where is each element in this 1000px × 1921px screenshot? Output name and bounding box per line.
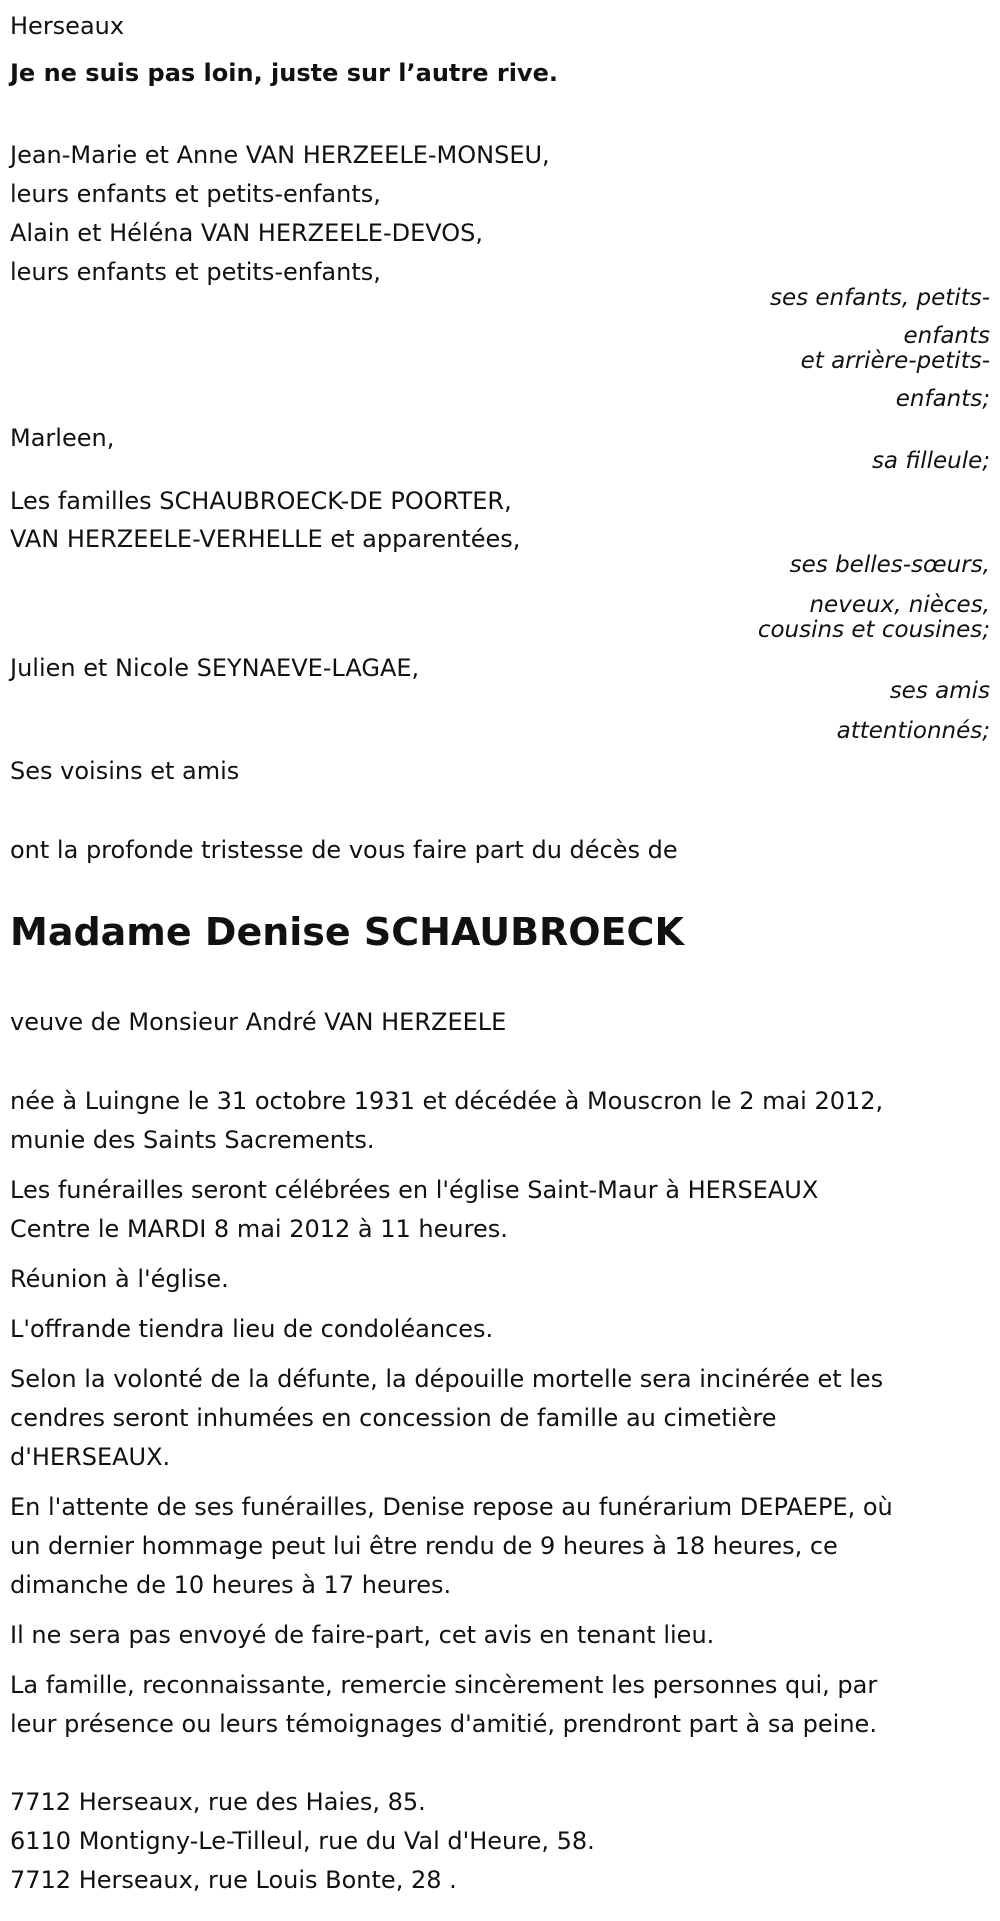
detail-line: L'offrande tiendra lieu de condoléances. [10, 1315, 494, 1343]
relation-label: neveux, nièces, [809, 592, 990, 618]
family-line: leurs enfants et petits-enfants, [10, 180, 381, 208]
family-line: VAN HERZEELE-VERHELLE et apparentées, [10, 525, 521, 553]
detail-line: Selon la volonté de la défunte, la dépouille mortelle sera incinérée et les [10, 1365, 884, 1393]
relation-label: ses amis [889, 678, 990, 704]
family-line: Les familles SCHAUBROECK-DE POORTER, [10, 487, 512, 515]
detail-line: En l'attente de ses funérailles, Denise repose au funérarium DEPAEPE, où [10, 1493, 893, 1521]
relation-label: enfants; [895, 386, 990, 412]
detail-line: Centre le MARDI 8 mai 2012 à 11 heures. [10, 1215, 508, 1243]
detail-line: Réunion à l'église. [10, 1265, 229, 1293]
relation-label: ses enfants, petits- [769, 285, 990, 311]
family-line: Julien et Nicole SEYNAEVE-LAGAE, [10, 654, 420, 682]
detail-line: La famille, reconnaissante, remercie sincèrement les personnes qui, par [10, 1671, 878, 1699]
detail-line: Les funérailles seront célébrées en l'église Saint-Maur à HERSEAUX [10, 1176, 819, 1204]
relation-label: ses belles-sœurs, [789, 552, 990, 578]
family-line: Alain et Héléna VAN HERZEELE-DEVOS, [10, 219, 484, 247]
detail-line: un dernier hommage peut lui être rendu de 9 heures à 18 heures, ce [10, 1532, 838, 1560]
detail-line: d'HERSEAUX. [10, 1443, 171, 1471]
family-line: Ses voisins et amis [10, 757, 240, 785]
family-line: leurs enfants et petits-enfants, [10, 258, 381, 286]
detail-line: munie des Saints Sacrements. [10, 1126, 375, 1154]
announcement-text: ont la profonde tristesse de vous faire part du décès de [10, 836, 678, 864]
detail-line: leur présence ou leurs témoignages d'amitié, prendront part à sa peine. [10, 1710, 877, 1738]
relation-label: enfants [903, 323, 990, 349]
relation-label: et arrière-petits- [800, 348, 990, 374]
town-heading: Herseaux [10, 12, 125, 40]
detail-line: Il ne sera pas envoyé de faire-part, cet avis en tenant lieu. [10, 1621, 715, 1649]
deceased-name: Madame Denise SCHAUBROECK [10, 910, 684, 954]
family-line: Marleen, [10, 424, 115, 452]
detail-line: née à Luingne le 31 octobre 1931 et décédée à Mouscron le 2 mai 2012, [10, 1087, 884, 1115]
address-line: 7712 Herseaux, rue des Haies, 85. [10, 1788, 426, 1816]
family-line: Jean-Marie et Anne VAN HERZEELE-MONSEU, [10, 141, 550, 169]
motto: Je ne suis pas loin, juste sur l’autre rive. [10, 59, 558, 87]
widow-of-line: veuve de Monsieur André VAN HERZEELE [10, 1008, 507, 1036]
relation-label: sa filleule; [871, 448, 990, 474]
relation-label: attentionnés; [836, 718, 990, 744]
address-line: 7712 Herseaux, rue Louis Bonte, 28 . [10, 1866, 457, 1894]
relation-label: cousins et cousines; [757, 617, 990, 643]
detail-line: dimanche de 10 heures à 17 heures. [10, 1571, 452, 1599]
detail-line: cendres seront inhumées en concession de famille au cimetière [10, 1404, 777, 1432]
address-line: 6110 Montigny-Le-Tilleul, rue du Val d'Heure, 58. [10, 1827, 595, 1855]
